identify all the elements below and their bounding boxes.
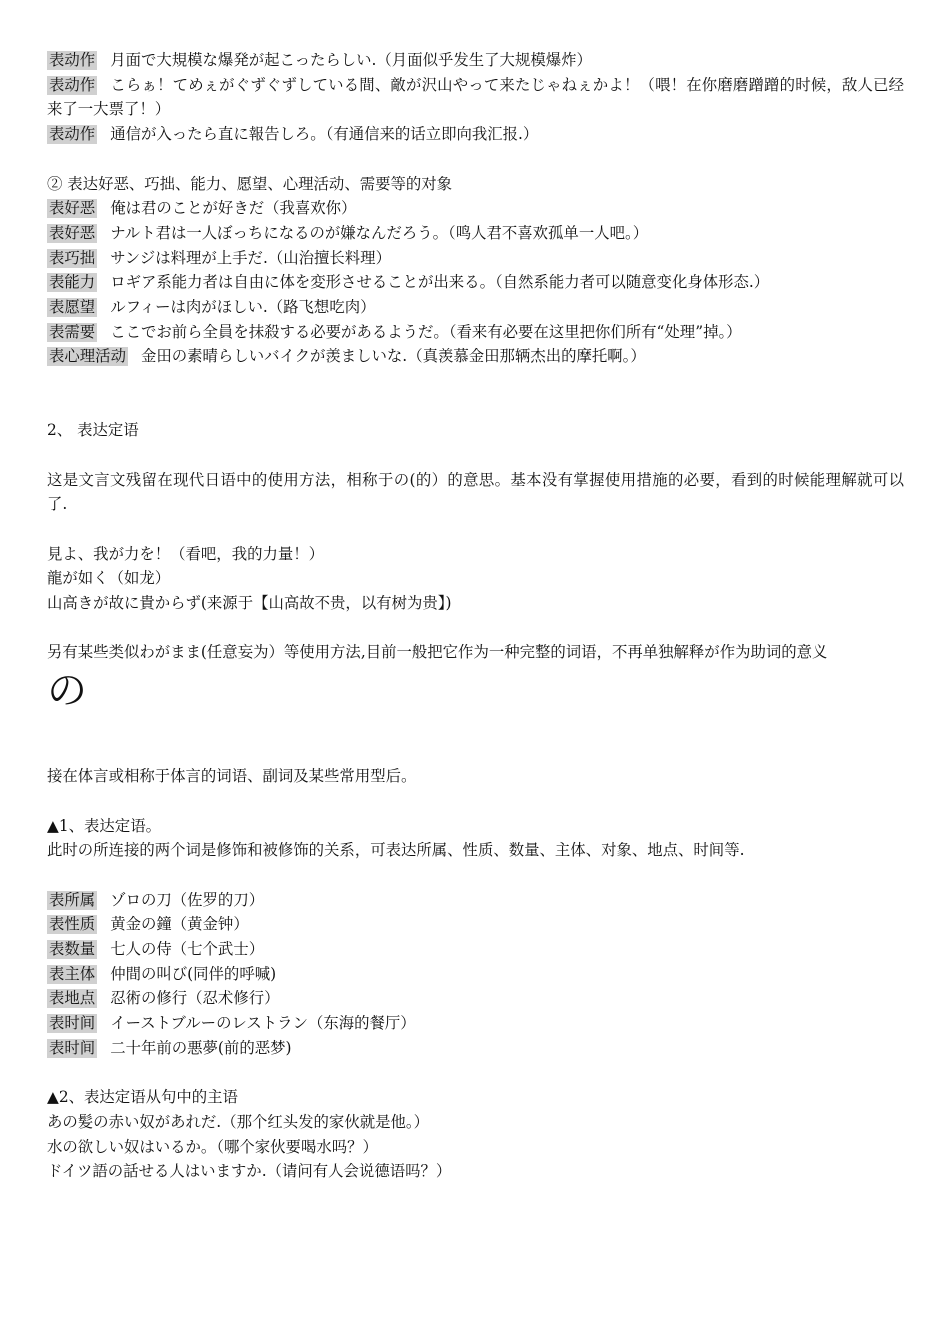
example-row (47, 295, 904, 320)
example-text: ゾロの刀（佐罗的刀） (110, 890, 265, 909)
example-row (47, 221, 904, 246)
example-row (47, 48, 904, 73)
subsection-title: ▲1、表达定语。 (47, 816, 161, 835)
example-row (47, 270, 904, 295)
example-text: 黄金の鐘（黄金钟） (110, 915, 249, 934)
category-tag: 表巧拙 (49, 248, 96, 267)
example-text: ロギア系能力者は自由に体を変形させることが出来る。（自然系能力者可以随意变化身体形态.） (110, 273, 770, 292)
example-row (47, 122, 904, 147)
category-tag: 表地点 (49, 989, 96, 1008)
example-row (47, 73, 904, 122)
category-tag: 表主体 (49, 964, 96, 983)
example-text: 俺は君のことが好きだ（我喜欢你） (110, 199, 357, 218)
example-row (47, 320, 904, 345)
section-attributive (47, 418, 904, 665)
example-text: 忍術の修行（忍术修行） (110, 989, 280, 1008)
example-text: 七人の侍（七个武士） (110, 940, 265, 958)
section-action-examples (47, 48, 904, 147)
example-row (47, 986, 904, 1011)
particle-heading: の (47, 668, 87, 715)
example-line: 龍が如く（如龙） (47, 569, 171, 588)
example-text: ここでお前ら全員を抹殺する必要があるようだ。（看来有必要在这里把你们所有“处理”掉。） (110, 322, 742, 341)
section-heading: 2、 表达定语 (47, 421, 139, 440)
example-text: こらぁ！てめぇがぐずぐずしている間、敵が沢山やって来たじゃねぇかよ！（喂！在你磨磨蹭蹭的时候，敌人已经来了一大票了！） (47, 75, 904, 119)
example-line: あの髪の赤い奴があれだ.（那个红头发的家伙就是他。） (47, 1112, 429, 1131)
example-text: ルフィーは肉がほしい.（路飞想吃肉） (110, 298, 376, 317)
example-row (47, 937, 904, 962)
example-line: 水の欲しい奴はいるか。（哪个家伙要喝水吗？） (47, 1137, 378, 1156)
category-tag: 表时间 (49, 1014, 96, 1033)
category-tag: 表性质 (49, 915, 96, 934)
paragraph: 接在体言或相称于体言的词语、副词及某些常用型后。 (47, 767, 417, 786)
section-no-particle (47, 764, 904, 1184)
example-row (47, 196, 904, 221)
example-text: 金田の素晴らしいバイクが羡ましいな.（真羡慕金田那辆杰出的摩托啊。） (140, 347, 646, 366)
example-line: ドイツ語の話せる人はいますか.（请问有人会说德语吗？） (47, 1162, 452, 1181)
category-tag: 表心理活动 (49, 347, 126, 366)
example-text: 仲間の叫び(同伴的呼喊) (110, 964, 277, 983)
example-row (47, 246, 904, 271)
example-row (47, 962, 904, 987)
example-row (47, 1036, 904, 1061)
example-text: サンジは料理が上手だ.（山治擅长料理） (110, 248, 391, 267)
example-text: 月面で大規模な爆発が起こったらしい.（月面似乎发生了大规模爆炸） (110, 51, 592, 69)
example-text: イーストブルーのレストラン（东海的餐厅） (110, 1014, 416, 1033)
category-tag: 表愿望 (49, 298, 96, 317)
category-tag: 表需要 (49, 322, 96, 341)
example-row (47, 344, 904, 369)
paragraph: 另有某些类似わがまま(任意妄为）等使用方法,目前一般把它作为一种完整的词语，不再单独解释が作为助词的意义 (47, 643, 828, 662)
category-tag: 表动作 (49, 125, 96, 144)
category-tag: 表动作 (49, 51, 96, 69)
category-tag: 表时间 (49, 1038, 96, 1057)
category-tag: 表动作 (49, 75, 96, 94)
example-line: 山高きが故に貴からず(来源于【山高故不贵，以有树为贵】) (47, 594, 452, 613)
paragraph: 此时の所连接的两个词是修饰和被修饰的关系，可表达所属、性质、数量、主体、对象、地点、时间等. (47, 841, 745, 860)
section-object-examples (47, 172, 904, 370)
example-row (47, 912, 904, 937)
category-tag: 表好恶 (49, 199, 96, 218)
example-row (47, 1011, 904, 1036)
example-text: 二十年前の悪夢(前的恶梦) (110, 1038, 292, 1057)
category-tag: 表能力 (49, 273, 96, 292)
section-heading: ② 表达好恶、巧拙、能力、愿望、心理活动、需要等的对象 (47, 174, 453, 193)
subsection-title: ▲2、表达定语从句中的主语 (47, 1088, 238, 1107)
paragraph: 这是文言文残留在现代日语中的使用方法，相称于の(的）的意思。基本没有掌握使用措施的必要，看到的时候能理解就可以了. (47, 470, 904, 514)
example-text: 通信が入ったら直に報告しろ。（有通信来的话立即向我汇报.） (110, 125, 539, 144)
category-tag: 表好恶 (49, 223, 96, 242)
category-tag: 表所属 (49, 890, 96, 909)
example-line: 見よ、我が力を！（看吧，我的力量！） (47, 544, 325, 563)
category-tag: 表数量 (49, 940, 96, 958)
example-text: ナルト君は一人ぼっちになるのが嫌なんだろう。（鸣人君不喜欢孤单一人吧。） (110, 223, 649, 242)
example-row (47, 888, 904, 913)
